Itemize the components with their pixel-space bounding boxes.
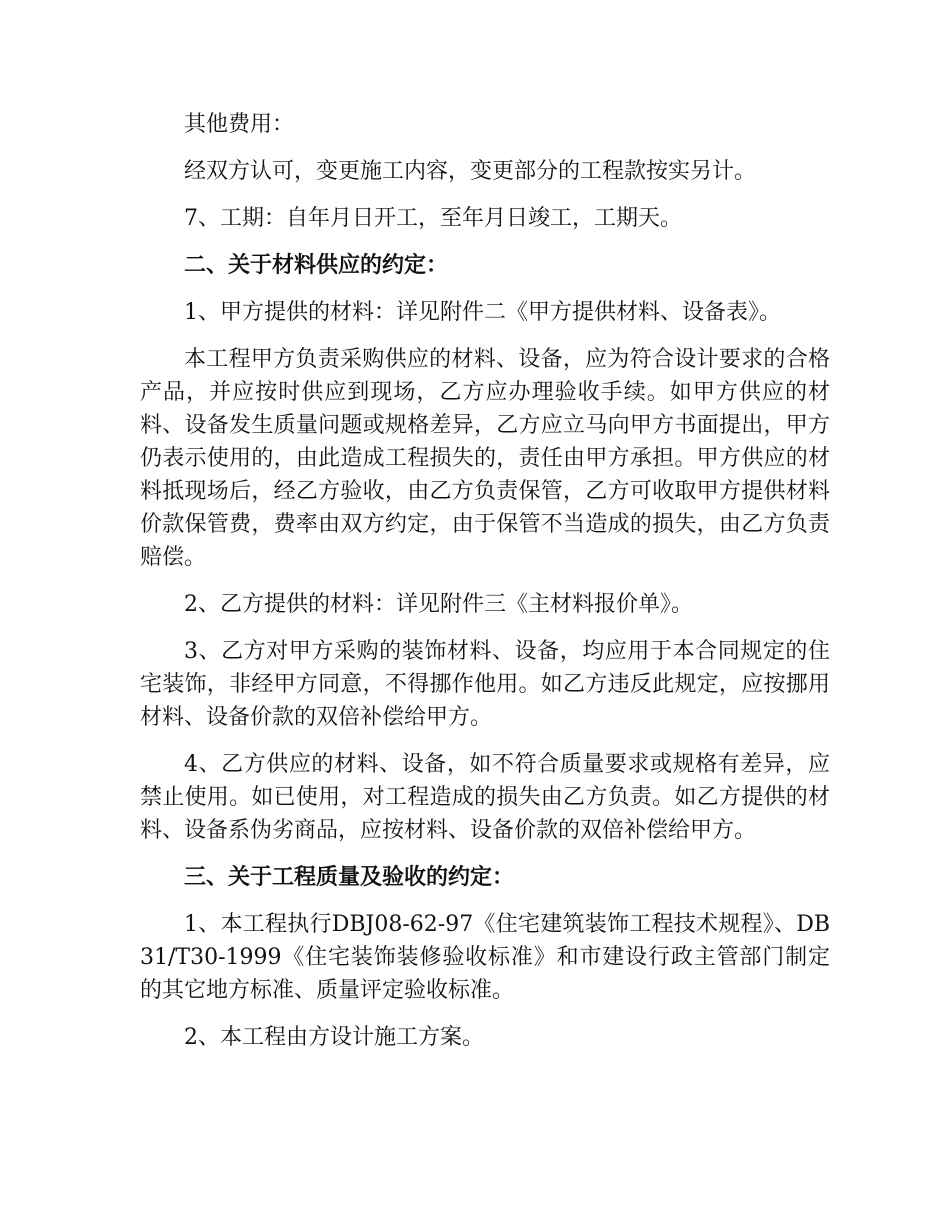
- paragraph-standards: 1、本工程执行DBJ08-62-97《住宅建筑装饰工程技术规程》、DB31/T30-1999《住宅装饰装修验收标准》和市建设行政主管部门制定的其它地方标准、质量评定验收标准。: [140, 912, 830, 1003]
- paragraph-schedule: 7、工期：自年月日开工，至年月日竣工，工期天。: [184, 206, 682, 231]
- paragraph-party-b-materials: 2、乙方提供的材料：详见附件三《主材料报价单》。: [184, 592, 693, 617]
- paragraph-change-terms: 经双方认可，变更施工内容，变更部分的工程款按实另计。: [184, 159, 757, 184]
- paragraph-design-plan: 2、本工程由方设计施工方案。: [184, 1025, 484, 1050]
- section-heading-quality: 三、关于工程质量及验收的约定：: [184, 864, 515, 890]
- paragraph-material-usage: 3、乙方对甲方采购的装饰材料、设备，均应用于本合同规定的住宅装饰，非经甲方同意，不得挪作他用。如乙方违反此规定，应按挪用材料、设备价款的双倍补偿给甲方。: [140, 639, 830, 730]
- paragraph-other-fees: 其他费用：: [184, 112, 295, 137]
- section-heading-materials: 二、关于材料供应的约定：: [184, 252, 449, 278]
- document-page: [140, 108, 830, 1068]
- paragraph-party-a-procurement: 本工程甲方负责采购供应的材料、设备，应为符合设计要求的合格产品，并应按时供应到现场，乙方应办理验收手续。如甲方供应的材料、设备发生质量问题或规格差异，乙方应立马向甲方书面提出，甲方仍表示使用的，由此造成工程损失的，责任由甲方承担。甲方供应的材料抵现场后，经乙方验收，由乙方负责保管，乙方可收取甲方提供材料价款保管费，费率由双方约定，由于保管不当造成的损失，由乙方负责赔偿。: [140, 347, 830, 570]
- paragraph-party-a-materials: 1、甲方提供的材料：详见附件二《甲方提供材料、设备表》。: [184, 300, 781, 325]
- paragraph-quality-requirements: 4、乙方供应的材料、设备，如不符合质量要求或规格有差异，应禁止使用。如已使用，对工程造成的损失由乙方负责。如乙方提供的材料、设备系伪劣商品，应按材料、设备价款的双倍补偿给甲方。: [140, 752, 830, 843]
